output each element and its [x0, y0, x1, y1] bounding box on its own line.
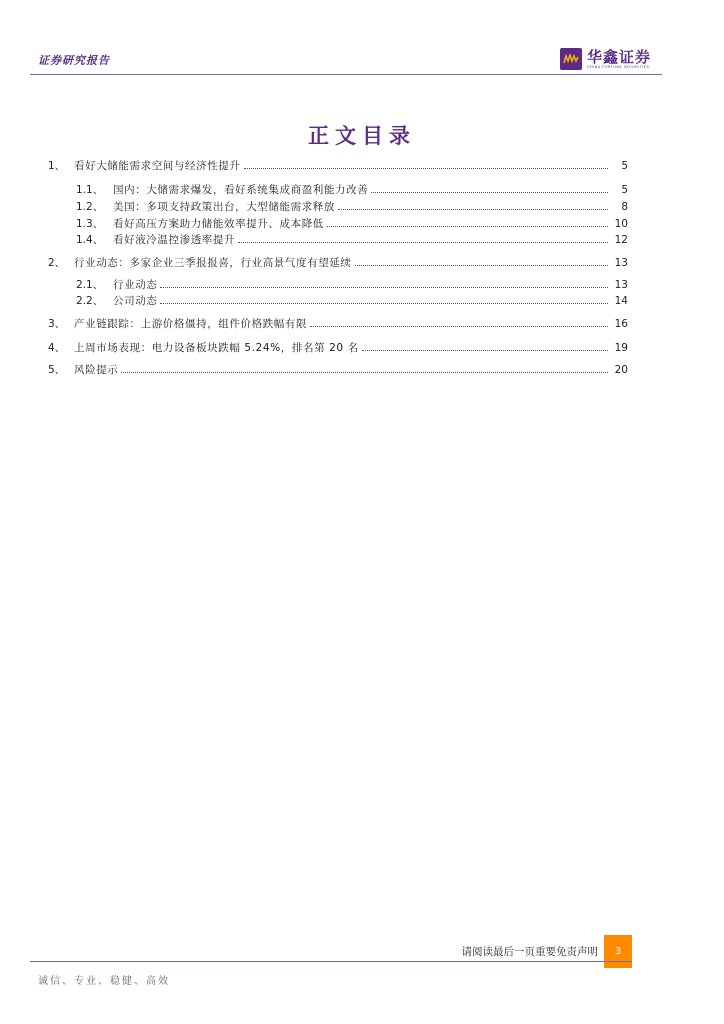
toc-entry[interactable] — [76, 216, 628, 232]
toc-entry-page: 19 — [614, 342, 628, 354]
toc-leader-dots — [338, 208, 608, 210]
toc-entry-page: 13 — [614, 279, 628, 291]
toc-entry-number: 1、 — [48, 160, 66, 172]
toc-entry-title: 上周市场表现：电力设备板块跌幅 5.24%，排名第 20 名 — [74, 342, 359, 354]
toc-leader-dots — [121, 371, 608, 373]
toc-entry[interactable] — [48, 362, 628, 378]
toc-leader-dots — [160, 302, 608, 304]
page-number-badge: 3 — [604, 935, 632, 968]
toc-entry-page: 5 — [621, 160, 628, 172]
toc-entry[interactable] — [76, 293, 628, 309]
toc-entry-page: 20 — [614, 364, 628, 376]
toc-entry[interactable] — [48, 316, 628, 332]
toc-leader-dots — [327, 225, 608, 227]
header-divider — [30, 74, 662, 75]
toc-entry-title: 看好液冷温控渗透率提升 — [113, 234, 236, 246]
toc-entry-number: 3、 — [48, 318, 66, 330]
toc-entry[interactable] — [48, 255, 628, 271]
toc-entry[interactable] — [48, 158, 628, 174]
toc-entry-title: 产业链跟踪：上游价格僵持，组件价格跌幅有限 — [74, 318, 308, 330]
toc-leader-dots — [371, 191, 608, 193]
toc-entry-page: 16 — [614, 318, 628, 330]
toc-entry-number: 2、 — [48, 257, 66, 269]
toc-entry[interactable] — [76, 199, 628, 215]
toc-entry-number: 4、 — [48, 342, 66, 354]
toc-entry-number: 5、 — [48, 364, 66, 376]
toc-entry-page: 5 — [621, 184, 628, 196]
report-type-label: 证券研究报告 — [38, 54, 110, 67]
disclaimer-note: 请阅读最后一页重要免责声明 — [461, 946, 598, 958]
toc-entry-title: 国内：大储需求爆发，看好系统集成商盈利能力改善 — [113, 184, 369, 196]
toc-entry-number: 1.2、 — [76, 201, 104, 213]
company-motto: 诚信、专业、稳健、高效 — [38, 976, 170, 987]
toc-entry-number: 1.3、 — [76, 218, 104, 230]
toc-entry-title: 看好大储能需求空间与经济性提升 — [74, 160, 241, 172]
china-fortune-logo-icon — [560, 48, 582, 70]
toc-entry-number: 1.1、 — [76, 184, 104, 196]
toc-entry-title: 风险提示 — [74, 364, 119, 376]
toc-leader-dots — [362, 349, 608, 351]
toc-leader-dots — [355, 264, 609, 266]
toc-entry[interactable] — [76, 182, 628, 198]
toc-leader-dots — [244, 167, 609, 169]
toc-leader-dots — [310, 325, 608, 327]
company-logo — [560, 46, 651, 72]
toc-entry-title: 美国：多项支持政策出台，大型储能需求释放 — [113, 201, 335, 213]
toc-entry-number: 2.1、 — [76, 279, 104, 291]
logo-name-en: CHINA FORTUNE SECURITIES — [587, 64, 650, 69]
toc-leader-dots — [238, 241, 608, 243]
toc-entry-title: 公司动态 — [113, 295, 158, 307]
footer-divider — [30, 961, 632, 962]
toc-entry-page: 13 — [614, 257, 628, 269]
toc-entry-title: 行业动态：多家企业三季报报喜，行业高景气度有望延续 — [74, 257, 352, 269]
toc-entry-number: 2.2、 — [76, 295, 104, 307]
toc-entry-page: 8 — [621, 201, 628, 213]
toc-entry-title: 行业动态 — [113, 279, 158, 291]
toc-entry-page: 10 — [614, 218, 628, 230]
logo-name-cn: 华鑫证券 — [587, 47, 652, 66]
toc-entry-page: 12 — [614, 234, 628, 246]
toc-title: 正文目录 — [308, 123, 416, 148]
toc-entry[interactable] — [76, 277, 628, 293]
toc-entry[interactable] — [48, 340, 628, 356]
toc-entry-title: 看好高压方案助力储能效率提升、成本降低 — [113, 218, 324, 230]
toc-entry-page: 14 — [614, 295, 628, 307]
toc-entry-number: 1.4、 — [76, 234, 104, 246]
toc-entry[interactable] — [76, 232, 628, 248]
toc-leader-dots — [160, 286, 608, 288]
